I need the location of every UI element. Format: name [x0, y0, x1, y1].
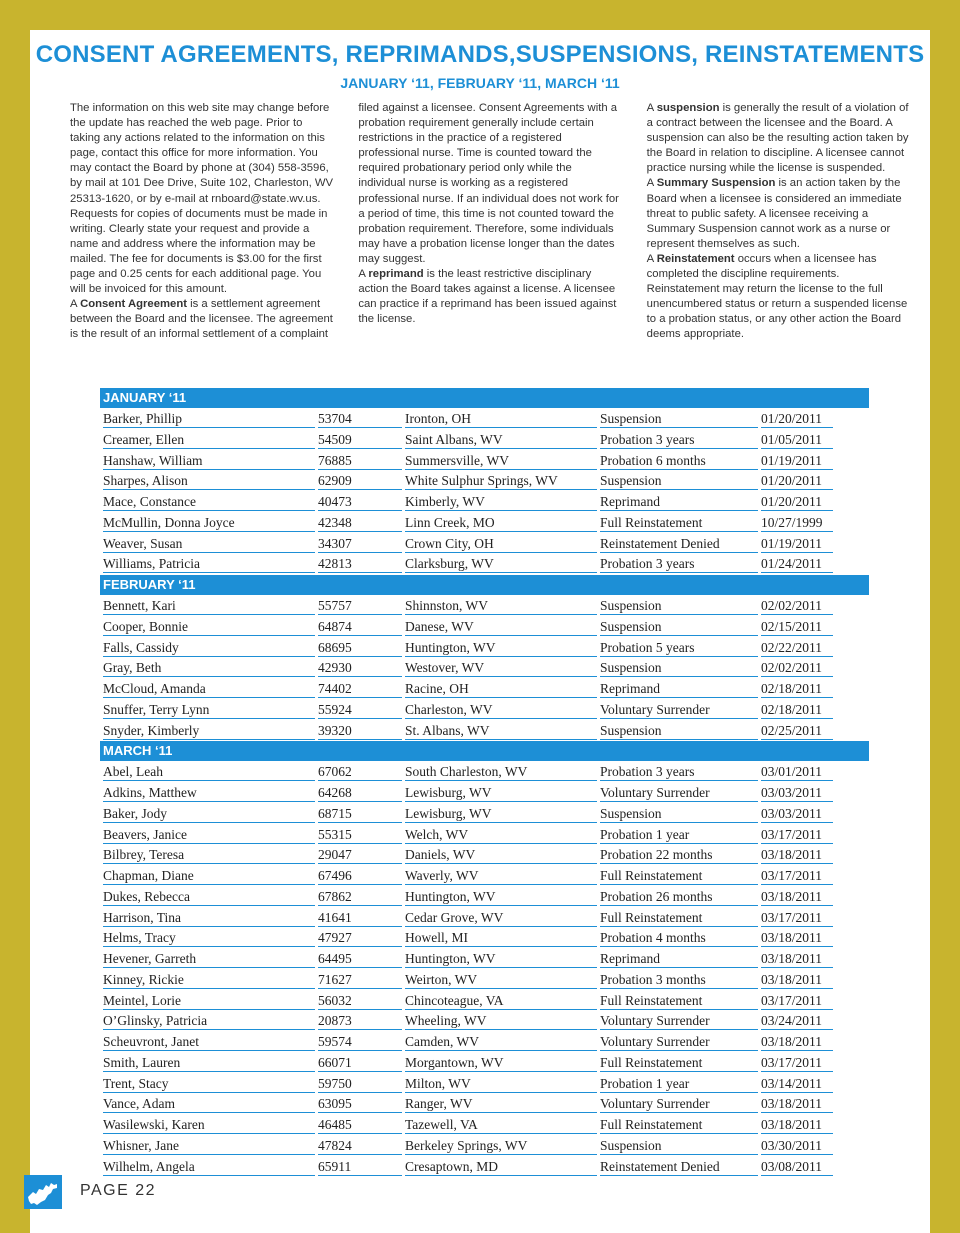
action: Voluntary Surrender	[600, 1012, 758, 1030]
location: Kimberly, WV	[405, 493, 597, 511]
intro-suspension: A suspension is generally the result of a violation of a contract between the licensee and the Board. A suspension can also be the resulting action taken by the Board in relation to discipline. A licensee cannot practice nursing while the license is suspended.	[646, 102, 909, 175]
table-row	[100, 534, 869, 555]
location: Huntington, WV	[405, 888, 597, 906]
table-row	[100, 1053, 869, 1074]
location: Clarksburg, WV	[405, 555, 597, 573]
location: Shinnston, WV	[405, 597, 597, 615]
table-row	[100, 1094, 869, 1115]
license-number: 67062	[318, 763, 402, 781]
action-date: 01/20/2011	[761, 472, 833, 490]
reprimand-term: reprimand	[368, 268, 424, 281]
location: White Sulphur Springs, WV	[405, 472, 597, 490]
section-header: JANUARY ‘11	[100, 388, 869, 408]
action-date: 03/17/2011	[761, 867, 833, 885]
location: South Charleston, WV	[405, 763, 597, 781]
action: Reinstatement Denied	[600, 535, 758, 553]
action-date: 10/27/1999	[761, 514, 833, 532]
action-date: 01/20/2011	[761, 493, 833, 511]
action-date: 03/18/2011	[761, 929, 833, 947]
location: Cresaptown, MD	[405, 1158, 597, 1176]
licensee-name: Creamer, Ellen	[103, 431, 315, 449]
intro-reprimand: A reprimand is the least restrictive disciplinary action the Board takes against a license. A licensee can practice if a reprimand has been issued against the license.	[358, 268, 617, 326]
location: Camden, WV	[405, 1033, 597, 1051]
action-date: 02/02/2011	[761, 597, 833, 615]
action: Voluntary Surrender	[600, 784, 758, 802]
action: Probation 22 months	[600, 846, 758, 864]
license-number: 64874	[318, 618, 402, 636]
action-date: 01/19/2011	[761, 452, 833, 470]
license-number: 65911	[318, 1158, 402, 1176]
license-number: 20873	[318, 1012, 402, 1030]
location: Milton, WV	[405, 1075, 597, 1093]
licensee-name: Snyder, Kimberly	[103, 722, 315, 740]
licensee-name: Whisner, Jane	[103, 1137, 315, 1155]
licensee-name: McCloud, Amanda	[103, 680, 315, 698]
license-number: 63095	[318, 1095, 402, 1113]
table-row	[100, 430, 869, 451]
action: Probation 5 years	[600, 639, 758, 657]
action-date: 03/18/2011	[761, 1116, 833, 1134]
licensee-name: Falls, Cassidy	[103, 639, 315, 657]
licensee-name: O’Glinsky, Patricia	[103, 1012, 315, 1030]
licensee-name: Wasilewski, Karen	[103, 1116, 315, 1134]
action: Reprimand	[600, 680, 758, 698]
table-row	[100, 554, 869, 575]
location: Chincoteague, VA	[405, 992, 597, 1010]
license-number: 56032	[318, 992, 402, 1010]
table-row	[100, 804, 869, 825]
table-row	[100, 1032, 869, 1053]
license-number: 67862	[318, 888, 402, 906]
license-number: 54509	[318, 431, 402, 449]
action: Full Reinstatement	[600, 514, 758, 532]
action-date: 03/18/2011	[761, 950, 833, 968]
location: Waverly, WV	[405, 867, 597, 885]
location: Weirton, WV	[405, 971, 597, 989]
action: Probation 1 year	[600, 826, 758, 844]
licensee-name: Baker, Jody	[103, 805, 315, 823]
action: Voluntary Surrender	[600, 1033, 758, 1051]
table-row	[100, 617, 869, 638]
table-row	[100, 1157, 869, 1178]
location: Westover, WV	[405, 659, 597, 677]
action: Full Reinstatement	[600, 867, 758, 885]
action: Voluntary Surrender	[600, 1095, 758, 1113]
licensee-name: McMullin, Donna Joyce	[103, 514, 315, 532]
license-number: 41641	[318, 909, 402, 927]
action: Suspension	[600, 472, 758, 490]
suspension-term: suspension	[656, 102, 720, 114]
licensee-name: Mace, Constance	[103, 493, 315, 511]
table-row	[100, 679, 869, 700]
action-date: 03/01/2011	[761, 763, 833, 781]
action-date: 02/25/2011	[761, 722, 833, 740]
location: Danese, WV	[405, 618, 597, 636]
action-date: 03/03/2011	[761, 784, 833, 802]
licensee-name: Wilhelm, Angela	[103, 1158, 315, 1176]
page	[30, 30, 930, 1233]
action-date: 03/18/2011	[761, 888, 833, 906]
intro-reinstatement: A Reinstatement occurs when a licensee has completed the discipline requirements. Reinstatement may return the license to the full unencumbered status or return a suspended license to a probation status, or any other action the Board deems appropriate.	[646, 252, 908, 341]
action: Suspension	[600, 597, 758, 615]
licensee-name: Sharpes, Alison	[103, 472, 315, 490]
action: Suspension	[600, 410, 758, 428]
license-number: 59750	[318, 1075, 402, 1093]
action: Suspension	[600, 805, 758, 823]
location: Ironton, OH	[405, 410, 597, 428]
action-date: 03/18/2011	[761, 846, 833, 864]
action: Probation 4 months	[600, 929, 758, 947]
license-number: 42930	[318, 659, 402, 677]
licensee-name: Hevener, Garreth	[103, 950, 315, 968]
action-date: 02/22/2011	[761, 639, 833, 657]
licensee-name: Cooper, Bonnie	[103, 618, 315, 636]
license-number: 55757	[318, 597, 402, 615]
table-row	[100, 471, 869, 492]
action: Probation 3 years	[600, 555, 758, 573]
licensee-name: Snuffer, Terry Lynn	[103, 701, 315, 719]
table-row	[100, 887, 869, 908]
action: Probation 3 years	[600, 431, 758, 449]
location: Wheeling, WV	[405, 1012, 597, 1030]
action: Voluntary Surrender	[600, 701, 758, 719]
action-date: 01/24/2011	[761, 555, 833, 573]
license-number: 34307	[318, 535, 402, 553]
licensee-name: Harrison, Tina	[103, 909, 315, 927]
table-row	[100, 596, 869, 617]
location: Racine, OH	[405, 680, 597, 698]
licensee-name: Williams, Patricia	[103, 555, 315, 573]
action-date: 03/24/2011	[761, 1012, 833, 1030]
action-date: 02/02/2011	[761, 659, 833, 677]
action-date: 03/17/2011	[761, 909, 833, 927]
location: Charleston, WV	[405, 701, 597, 719]
license-number: 47824	[318, 1137, 402, 1155]
action: Probation 6 months	[600, 452, 758, 470]
table-row	[100, 700, 869, 721]
discipline-table	[100, 388, 869, 1177]
license-number: 42348	[318, 514, 402, 532]
table-row	[100, 638, 869, 659]
location: St. Albans, WV	[405, 722, 597, 740]
action-date: 01/05/2011	[761, 431, 833, 449]
location: Howell, MI	[405, 929, 597, 947]
action: Reprimand	[600, 950, 758, 968]
action: Probation 1 year	[600, 1075, 758, 1093]
consent-term: Consent Agreement	[80, 298, 187, 311]
license-number: 68695	[318, 639, 402, 657]
license-number: 53704	[318, 410, 402, 428]
license-number: 67496	[318, 867, 402, 885]
intro-general: The information on this web site may change before the update has reached the web page. Prior to taking any actions related to the information on this page, contact this office for more information. You may contact the Board by phone at (304) 558-3596, by mail at 101 Dee Drive, Suite 102, Charleston, WV 25313-1620, or by e-mail at rnboard@state.wv.us. Requests for copies of documents must be made in writing. Clearly state your request and provide a name and address where the information may be mailed. The fee for documents is $3.00 for the first page and 0.25 cents for each additional page. You will be invoiced for this amount.	[70, 102, 334, 296]
license-number: 47927	[318, 929, 402, 947]
table-row	[100, 721, 869, 742]
summary-suspension-term: Summary Suspension	[656, 177, 776, 190]
action: Reprimand	[600, 493, 758, 511]
table-row	[100, 451, 869, 472]
action-date: 02/15/2011	[761, 618, 833, 636]
action-date: 03/08/2011	[761, 1158, 833, 1176]
location: Lewisburg, WV	[405, 784, 597, 802]
action: Probation 3 months	[600, 971, 758, 989]
location: Huntington, WV	[405, 950, 597, 968]
license-number: 29047	[318, 846, 402, 864]
action-date: 01/19/2011	[761, 535, 833, 553]
table-row	[100, 866, 869, 887]
intro-text	[70, 101, 910, 379]
location: Ranger, WV	[405, 1095, 597, 1113]
action-date: 03/17/2011	[761, 992, 833, 1010]
intro-consent: A Consent Agreement is a settlement agreement between the Board and the licensee. The agreement is the result of an informal settlement of a complaint filed against a licensee. Consent Agreements with a probation requirement generally include certain restrictions in the practice of a registered professional nurse. Time is counted toward the required probationary period only while the individual nurse is working as a registered professional nurse. If an individual does not work for a period of time, this time is not counted toward the probation requirement. Therefore, some individuals may have a probation license longer than the dates may suggest.	[70, 102, 619, 341]
license-number: 55924	[318, 701, 402, 719]
licensee-name: Chapman, Diane	[103, 867, 315, 885]
licensee-name: Vance, Adam	[103, 1095, 315, 1113]
page-number: PAGE 22	[80, 1182, 157, 1199]
license-number: 64268	[318, 784, 402, 802]
licensee-name: Barker, Phillip	[103, 410, 315, 428]
page-title: CONSENT AGREEMENTS, REPRIMANDS,SUSPENSIONS, REINSTATEMENTS	[35, 41, 925, 68]
licensee-name: Kinney, Rickie	[103, 971, 315, 989]
license-number: 46485	[318, 1116, 402, 1134]
action: Probation 3 years	[600, 763, 758, 781]
action: Full Reinstatement	[600, 1116, 758, 1134]
section-header: FEBRUARY ‘11	[100, 575, 869, 595]
table-row	[100, 492, 869, 513]
licensee-name: Gray, Beth	[103, 659, 315, 677]
licensee-name: Dukes, Rebecca	[103, 888, 315, 906]
location: Huntington, WV	[405, 639, 597, 657]
page-subtitle: JANUARY ‘11, FEBRUARY ‘11, MARCH ‘11	[340, 75, 620, 91]
licensee-name: Beavers, Janice	[103, 826, 315, 844]
action-date: 02/18/2011	[761, 701, 833, 719]
license-number: 71627	[318, 971, 402, 989]
action-date: 03/17/2011	[761, 1054, 833, 1072]
location: Saint Albans, WV	[405, 431, 597, 449]
table-row	[100, 991, 869, 1012]
location: Berkeley Springs, WV	[405, 1137, 597, 1155]
location: Welch, WV	[405, 826, 597, 844]
action: Full Reinstatement	[600, 992, 758, 1010]
licensee-name: Bilbrey, Teresa	[103, 846, 315, 864]
license-number: 40473	[318, 493, 402, 511]
licensee-name: Meintel, Lorie	[103, 992, 315, 1010]
action-date: 02/18/2011	[761, 680, 833, 698]
location: Lewisburg, WV	[405, 805, 597, 823]
section-header: MARCH ‘11	[100, 741, 869, 761]
table-row	[100, 825, 869, 846]
intro-summary-suspension: A Summary Suspension is an action taken by the Board when a licensee is considered an immediate threat to public safety. A licensee receiving a Summary Suspension cannot work as a nurse or represent themselves as such.	[646, 177, 902, 250]
licensee-name: Scheuvront, Janet	[103, 1033, 315, 1051]
license-number: 39320	[318, 722, 402, 740]
licensee-name: Bennett, Kari	[103, 597, 315, 615]
action-date: 03/30/2011	[761, 1137, 833, 1155]
action-date: 03/18/2011	[761, 1033, 833, 1051]
license-number: 68715	[318, 805, 402, 823]
licensee-name: Adkins, Matthew	[103, 784, 315, 802]
action: Suspension	[600, 659, 758, 677]
licensee-name: Weaver, Susan	[103, 535, 315, 553]
action: Suspension	[600, 1137, 758, 1155]
reinstatement-term: Reinstatement	[656, 252, 735, 265]
table-row	[100, 970, 869, 991]
action: Probation 26 months	[600, 888, 758, 906]
licensee-name: Abel, Leah	[103, 763, 315, 781]
action: Reinstatement Denied	[600, 1158, 758, 1176]
table-row	[100, 1136, 869, 1157]
action: Suspension	[600, 618, 758, 636]
location: Summersville, WV	[405, 452, 597, 470]
table-row	[100, 513, 869, 534]
table-row	[100, 783, 869, 804]
action-date: 03/14/2011	[761, 1075, 833, 1093]
location: Crown City, OH	[405, 535, 597, 553]
action: Full Reinstatement	[600, 909, 758, 927]
license-number: 55315	[318, 826, 402, 844]
licensee-name: Smith, Lauren	[103, 1054, 315, 1072]
table-row	[100, 928, 869, 949]
table-row	[100, 845, 869, 866]
west-virginia-map-icon	[24, 1175, 62, 1209]
action-date: 01/20/2011	[761, 410, 833, 428]
location: Tazewell, VA	[405, 1116, 597, 1134]
location: Morgantown, WV	[405, 1054, 597, 1072]
location: Cedar Grove, WV	[405, 909, 597, 927]
action-date: 03/18/2011	[761, 1095, 833, 1113]
table-row	[100, 658, 869, 679]
table-row	[100, 908, 869, 929]
action-date: 03/03/2011	[761, 805, 833, 823]
location: Linn Creek, MO	[405, 514, 597, 532]
license-number: 42813	[318, 555, 402, 573]
table-row	[100, 409, 869, 430]
license-number: 64495	[318, 950, 402, 968]
table-row	[100, 1011, 869, 1032]
action-date: 03/17/2011	[761, 826, 833, 844]
licensee-name: Hanshaw, William	[103, 452, 315, 470]
license-number: 66071	[318, 1054, 402, 1072]
license-number: 62909	[318, 472, 402, 490]
table-row	[100, 762, 869, 783]
table-row	[100, 1115, 869, 1136]
license-number: 76885	[318, 452, 402, 470]
location: Daniels, WV	[405, 846, 597, 864]
license-number: 59574	[318, 1033, 402, 1051]
licensee-name: Trent, Stacy	[103, 1075, 315, 1093]
license-number: 74402	[318, 680, 402, 698]
action-date: 03/18/2011	[761, 971, 833, 989]
licensee-name: Helms, Tracy	[103, 929, 315, 947]
action: Suspension	[600, 722, 758, 740]
table-row	[100, 1074, 869, 1095]
table-row	[100, 949, 869, 970]
action: Full Reinstatement	[600, 1054, 758, 1072]
